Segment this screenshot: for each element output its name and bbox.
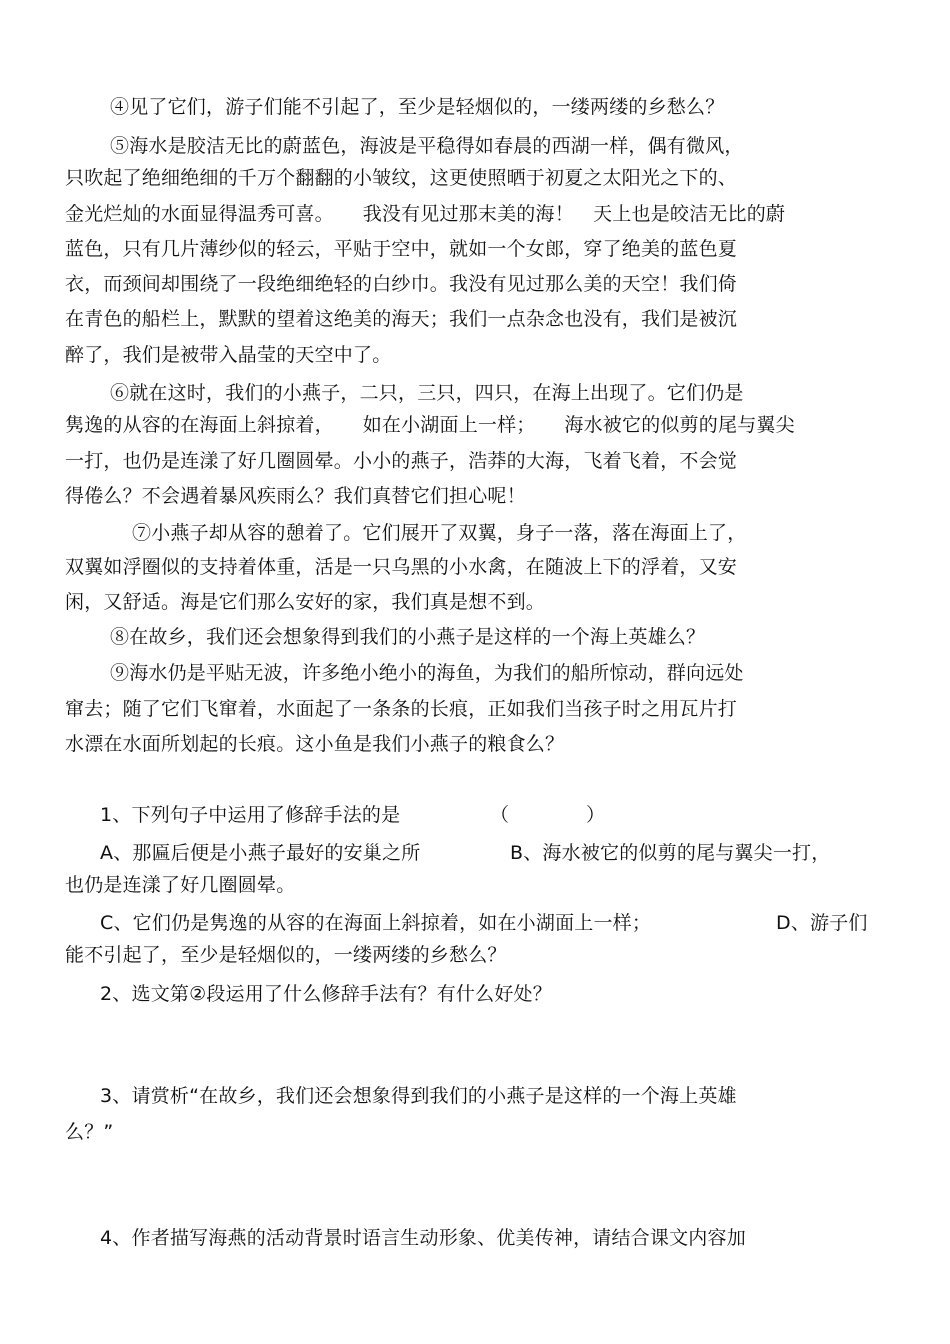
passage-line: ④见了它们，游子们能不引起了，至少是轻烟似的，一缕两缕的乡愁么？ — [110, 96, 725, 118]
question-1-option-a: A、那匾后便是小燕子最好的安巢之所 — [100, 842, 421, 864]
passage-line: 在青色的船栏上，默默的望着这绝美的海天；我们一点杂念也没有，我们是被沉 — [65, 308, 738, 330]
passage-line: 得倦么？不会遇着暴风疾雨么？我们真替它们担心呢！ — [65, 485, 526, 507]
question-1-option-c: C、它们仍是隽逸的从容的在海面上斜掠着，如在小湖面上一样； — [100, 912, 652, 934]
question-1-option-b-continued: 也仍是连漾了好几圈圆晕。 — [65, 874, 296, 896]
passage-line: 衣，而颈间却围绕了一段绝细绝轻的白纱巾。我没有见过那么美的天空！我们倚 — [65, 273, 738, 295]
passage-line: ⑥就在这时，我们的小燕子，二只，三只，四只，在海上出现了。它们仍是 — [110, 382, 744, 404]
passage-line: ⑧在故乡，我们还会想象得到我们的小燕子是这样的一个海上英雄么？ — [110, 626, 706, 648]
passage-line: 一打，也仍是连漾了好几圈圆晕。小小的燕子，浩莽的大海，飞着飞着，不会觉 — [65, 450, 738, 472]
passage-line: 双翼如浮圈似的支持着体重，活是一只乌黑的小水禽，在随波上下的浮着，又安 — [65, 556, 738, 578]
question-3-line-1: 3、请赏析“在故乡，我们还会想象得到我们的小燕子是这样的一个海上英雄 — [100, 1085, 737, 1107]
passage-line: 隽逸的从容的在海面上斜掠着， 如在小湖面上一样； 海水被它的似剪的尾与翼尖 — [65, 414, 795, 436]
passage-line: ⑨海水仍是平贴无波，许多绝小绝小的海鱼，为我们的船所惊动，群向远处 — [110, 662, 744, 684]
question-3-line-2: 么？” — [65, 1121, 114, 1143]
passage-line: 金光烂灿的水面显得温秀可喜。 我没有见过那末美的海！ 天上也是皎洁无比的蔚 — [65, 203, 786, 225]
passage-line: 闲，又舒适。海是它们那么安好的家，我们真是想不到。 — [65, 591, 546, 613]
question-1-option-d: D、游子们 — [776, 912, 868, 934]
passage-line: ⑤海水是胶洁无比的蔚蓝色，海波是平稳得如春晨的西湖一样，偶有微风， — [110, 135, 744, 157]
question-1-option-b: B、海水被它的似剪的尾与翼尖一打， — [510, 842, 831, 864]
question-2: 2、选文第②段运用了什么修辞手法有？有什么好处？ — [100, 983, 552, 1005]
passage-line: 只吹起了绝细绝细的千万个翻翻的小皱纹，这更使照晒于初夏之太阳光之下的、 — [65, 167, 738, 189]
passage-line: ⑦小燕子却从容的憩着了。它们展开了双翼，身子一落，落在海面上了， — [132, 522, 747, 544]
passage-line: 窜去；随了它们飞窜着，水面起了一条条的长痕，正如我们当孩子时之用瓦片打 — [65, 698, 738, 720]
question-1-answer-blank: （ ） — [490, 804, 606, 826]
question-4: 4、作者描写海燕的活动背景时语言生动形象、优美传神，请结合课文内容加 — [100, 1227, 746, 1249]
question-1-stem: 1、下列句子中运用了修辞手法的是 — [100, 804, 401, 826]
passage-line: 蓝色，只有几片薄纱似的轻云，平贴于空中，就如一个女郎，穿了绝美的蓝色夏 — [65, 238, 738, 260]
question-1-option-d-continued: 能不引起了，至少是轻烟似的，一缕两缕的乡愁么？ — [65, 944, 507, 966]
passage-line: 水漂在水面所划起的长痕。这小鱼是我们小燕子的粮食么？ — [65, 733, 565, 755]
passage-line: 醉了，我们是被带入晶莹的天空中了。 — [65, 344, 392, 366]
